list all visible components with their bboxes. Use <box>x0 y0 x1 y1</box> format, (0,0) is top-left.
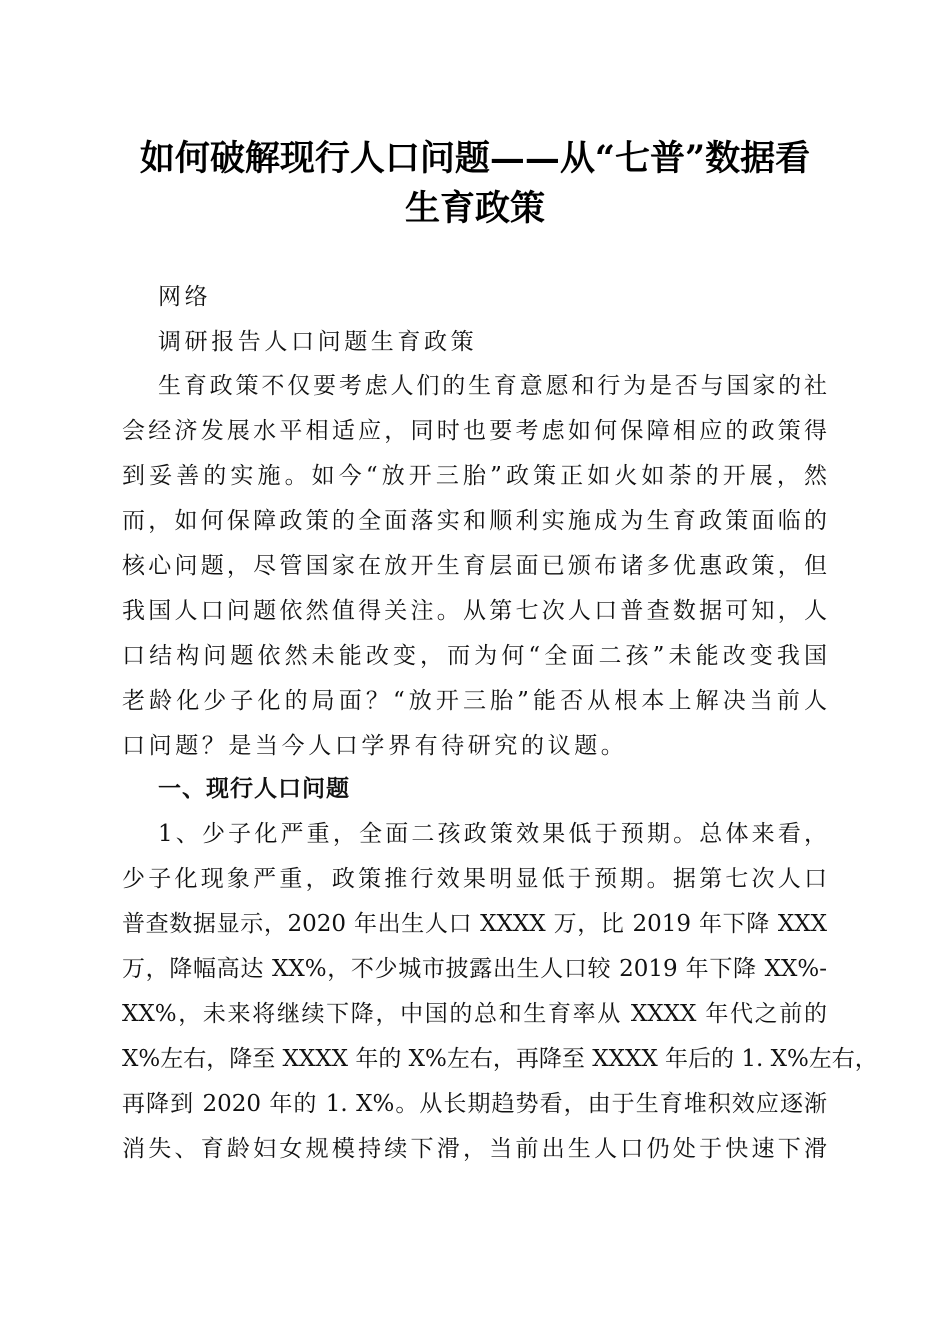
section-line: X%左右，降至 XXXX 年的 X%左右，再降至 XXXX 年后的 1. X%左右， <box>122 1046 878 1072</box>
intro-line: 口结构问题依然未能改变，而为何“全面二孩”未能改变我国 <box>122 643 827 669</box>
intro-line: 我国人口问题依然值得关注。从第七次人口普查数据可知，人 <box>122 598 827 624</box>
section-line: 再降到 2020 年的 1. X%。从长期趋势看，由于生育堆积效应逐渐 <box>122 1091 827 1117</box>
intro-line: 会经济发展水平相适应，同时也要考虑如何保障相应的政策得 <box>122 418 827 444</box>
intro-line: 生育政策不仅要考虑人们的生育意愿和行为是否与国家的社 <box>158 373 827 399</box>
section-line: 万，降幅高达 XX%，不少城市披露出生人口较 2019 年下降 XX%- <box>122 956 827 982</box>
title-line-1: 如何破解现行人口问题——从“七普”数据看 <box>139 138 811 179</box>
section-line: 1、少子化严重，全面二孩政策效果低于预期。总体来看， <box>158 821 827 847</box>
intro-line: 老龄化少子化的局面？“放开三胎”能否从根本上解决当前人 <box>122 688 827 714</box>
intro-line: 到妥善的实施。如今“放开三胎”政策正如火如荼的开展，然 <box>122 463 827 489</box>
section-line: 普查数据显示，2020 年出生人口 XXXX 万，比 2019 年下降 XXX <box>122 911 827 937</box>
section-heading: 一、现行人口问题 <box>158 776 350 802</box>
author-line: 网络 <box>158 284 212 310</box>
title-line-2: 生育政策 <box>404 188 545 229</box>
keywords-line: 调研报告人口问题生育政策 <box>158 329 478 355</box>
section-line: 少子化现象严重，政策推行效果明显低于预期。据第七次人口 <box>122 866 827 892</box>
section-line: XX%，未来将继续下降，中国的总和生育率从 XXXX 年代之前的 <box>122 1001 827 1027</box>
section-line: 消失、育龄妇女规模持续下滑，当前出生人口仍处于快速下滑 <box>122 1136 827 1162</box>
intro-line: 而，如何保障政策的全面落实和顺利实施成为生育政策面临的 <box>122 508 827 534</box>
intro-line: 口问题？是当今人口学界有待研究的议题。 <box>122 733 628 759</box>
intro-line: 核心问题，尽管国家在放开生育层面已颁布诸多优惠政策，但 <box>122 553 827 579</box>
